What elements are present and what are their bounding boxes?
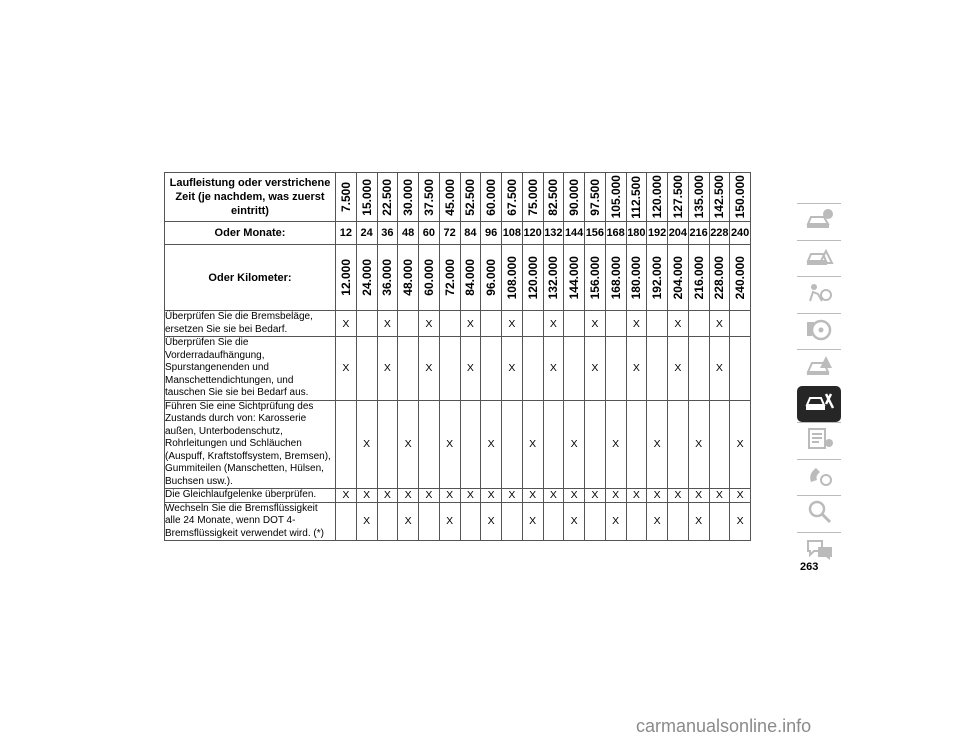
service-mark: X [460, 311, 481, 337]
interval-cell [398, 245, 419, 311]
section-tab[interactable] [797, 203, 841, 240]
interval-value: 37.500 [421, 178, 436, 216]
service-mark: X [356, 400, 377, 489]
interval-value: 60.000 [421, 259, 436, 296]
service-mark: X [543, 337, 564, 401]
multimedia-icon [803, 462, 835, 493]
service-mark: X [730, 489, 751, 503]
interval-cell [419, 245, 440, 311]
interval-cell [605, 245, 626, 311]
service-mark: X [647, 489, 668, 503]
service-mark: X [668, 489, 689, 503]
service-mark [398, 311, 419, 337]
interval-value: 96.000 [484, 259, 499, 296]
service-mark: X [730, 400, 751, 489]
service-mark: X [460, 337, 481, 401]
service-mark: X [647, 400, 668, 489]
interval-cell [564, 245, 585, 311]
service-mark [398, 337, 419, 401]
interval-cell [481, 173, 502, 222]
service-mark: X [585, 337, 606, 401]
service-mark: X [709, 337, 730, 401]
interval-value: 24.000 [359, 259, 374, 296]
interval-value: 15.000 [359, 178, 374, 216]
interval-value: 48 [398, 222, 419, 245]
service-mark: X [439, 400, 460, 489]
table-row [165, 311, 751, 337]
interval-value: 132.000 [546, 255, 561, 300]
interval-value: 48.000 [401, 259, 416, 296]
interval-cell [460, 245, 481, 311]
interval-value: 105.000 [608, 175, 623, 219]
interval-cell [605, 173, 626, 222]
section-tab-bar [797, 203, 841, 568]
table-row [165, 400, 751, 489]
interval-value: 180.000 [629, 255, 644, 300]
interval-cell [668, 245, 689, 311]
task-description: Die Gleichlaufgelenke überprüfen. [165, 489, 336, 503]
service-mark: X [419, 489, 440, 503]
interval-value: 144.000 [567, 255, 582, 300]
service-mark [460, 502, 481, 541]
interval-value: 127.500 [670, 175, 685, 219]
service-mark: X [481, 400, 502, 489]
kilometers-header-row-label: Oder Kilometer: [165, 245, 336, 311]
section-tab[interactable] [797, 276, 841, 313]
service-mark: X [419, 337, 440, 401]
service-mark: X [668, 337, 689, 401]
interval-value: 120.000 [650, 175, 665, 219]
interval-cell [585, 245, 606, 311]
car-service-icon [803, 388, 835, 419]
service-mark [585, 400, 606, 489]
interval-value: 108.000 [504, 255, 519, 300]
interval-value: 204.000 [670, 255, 685, 300]
service-mark [564, 337, 585, 401]
service-mark [522, 337, 543, 401]
interval-value: 36.000 [380, 259, 395, 296]
service-mark [647, 311, 668, 337]
months-header-row-label: Oder Monate: [165, 222, 336, 245]
interval-cell [522, 245, 543, 311]
interval-value: 156.000 [587, 255, 602, 300]
table-row [165, 502, 751, 541]
car-warning-icon [803, 243, 835, 274]
service-mark: X [522, 489, 543, 503]
table-row [165, 489, 751, 503]
service-mark [439, 311, 460, 337]
interval-value: 52.500 [463, 178, 478, 216]
interval-cell [356, 245, 377, 311]
interval-value: 156 [585, 222, 606, 245]
section-tab[interactable] [797, 240, 841, 277]
interval-cell [688, 245, 709, 311]
service-mark: X [543, 311, 564, 337]
service-mark: X [730, 502, 751, 541]
interval-value: 216 [688, 222, 709, 245]
service-mark [605, 311, 626, 337]
service-mark [585, 502, 606, 541]
interval-value: 12.000 [338, 259, 353, 296]
interval-value: 228.000 [712, 255, 727, 300]
service-mark [460, 400, 481, 489]
service-mark: X [336, 311, 357, 337]
service-mark [730, 337, 751, 401]
interval-cell [585, 173, 606, 222]
service-mark [419, 400, 440, 489]
interval-cell [564, 173, 585, 222]
service-mark [356, 337, 377, 401]
service-mark: X [626, 489, 647, 503]
interval-value: 60.000 [484, 178, 499, 216]
section-tab[interactable] [797, 459, 841, 496]
service-mark [543, 400, 564, 489]
interval-value: 97.500 [587, 178, 602, 216]
specifications-icon [803, 425, 835, 456]
service-mark: X [439, 489, 460, 503]
service-mark [336, 400, 357, 489]
interval-value: 168.000 [608, 255, 623, 300]
service-mark [709, 502, 730, 541]
service-mark: X [605, 400, 626, 489]
car-emergency-icon [803, 352, 835, 383]
section-tab[interactable] [797, 386, 841, 423]
service-mark [522, 311, 543, 337]
service-mark: X [522, 400, 543, 489]
interval-cell [626, 245, 647, 311]
interval-value: 90.000 [567, 178, 582, 216]
service-mark: X [377, 489, 398, 503]
service-mark: X [585, 311, 606, 337]
interval-value: 120 [522, 222, 543, 245]
service-mark: X [564, 489, 585, 503]
interval-value: 240.000 [733, 255, 748, 300]
task-description: Überprüfen Sie die Bremsbeläge, ersetzen Sie sie bei Bedarf. [165, 311, 336, 337]
interval-value: 216.000 [691, 255, 706, 300]
service-mark [356, 311, 377, 337]
task-description: Führen Sie eine Sichtprüfung des Zustands durch von: Karosserie außen, Unterbodenschutz, Rohrleitungen und Schläuchen (Auspuff, Kraftstoffsystem, Bremsen), Gummiteilen (Manschetten, Hülsen, Buchsen usw.). [165, 400, 336, 489]
service-mark [502, 400, 523, 489]
service-mark: X [688, 400, 709, 489]
service-mark: X [419, 311, 440, 337]
interval-cell [647, 173, 668, 222]
service-mark: X [668, 311, 689, 337]
interval-value: 108 [502, 222, 523, 245]
interval-value: 132 [543, 222, 564, 245]
service-mark: X [502, 489, 523, 503]
interval-value: 72 [439, 222, 460, 245]
task-description: Überprüfen Sie die Vorderradaufhängung, Spurstangenenden und Manschettendichtungen, und tauschen Sie sie bei Bedarf aus. [165, 337, 336, 401]
maintenance-schedule-table [164, 172, 751, 541]
interval-cell [730, 245, 751, 311]
interval-value: 192.000 [650, 255, 665, 300]
service-mark: X [439, 502, 460, 541]
service-mark [668, 400, 689, 489]
service-mark [481, 337, 502, 401]
service-mark: X [481, 489, 502, 503]
service-mark: X [356, 489, 377, 503]
interval-cell [668, 173, 689, 222]
service-mark [419, 502, 440, 541]
interval-value: 60 [419, 222, 440, 245]
table-row [165, 337, 751, 401]
interval-value: 204 [668, 222, 689, 245]
interval-value: 67.500 [504, 178, 519, 216]
interval-value: 24 [356, 222, 377, 245]
service-mark: X [398, 400, 419, 489]
service-mark: X [585, 489, 606, 503]
magnifier-icon [803, 498, 835, 529]
service-mark [481, 311, 502, 337]
watermark: carmanualsonline.info [636, 716, 812, 736]
interval-cell [481, 245, 502, 311]
section-tab[interactable] [797, 349, 841, 386]
kilometers-header-row [165, 245, 751, 311]
page-number: 263 [800, 561, 819, 573]
service-mark [377, 502, 398, 541]
interval-value: 228 [709, 222, 730, 245]
interval-cell [377, 245, 398, 311]
interval-value: 45.000 [442, 178, 457, 216]
interval-value: 30.000 [401, 178, 416, 216]
steering-wheel-icon [803, 316, 835, 347]
task-description: Wechseln Sie die Bremsflüssigkeit alle 24 Monate, wenn DOT 4-Bremsflüssigkeit verwendet wird. (*) [165, 502, 336, 541]
interval-value: 84 [460, 222, 481, 245]
service-mark: X [398, 502, 419, 541]
interval-value: 168 [605, 222, 626, 245]
service-mark: X [336, 337, 357, 401]
interval-cell [688, 173, 709, 222]
interval-value: 240 [730, 222, 751, 245]
service-mark: X [605, 489, 626, 503]
interval-cell [730, 173, 751, 222]
interval-cell [626, 173, 647, 222]
interval-cell [336, 173, 357, 222]
service-mark [626, 502, 647, 541]
interval-value: 7.500 [338, 181, 353, 213]
mileage-header-row [165, 173, 751, 222]
interval-value: 144 [564, 222, 585, 245]
service-mark: X [522, 502, 543, 541]
service-mark: X [688, 489, 709, 503]
service-mark [688, 337, 709, 401]
service-mark: X [502, 311, 523, 337]
service-mark: X [626, 337, 647, 401]
service-mark [709, 400, 730, 489]
interval-value: 192 [647, 222, 668, 245]
interval-value: 150.000 [733, 175, 748, 219]
mileage-header-row-label: Laufleistung oder verstrichene Zeit (je nachdem, was zuerst eintritt) [165, 173, 336, 222]
service-mark: X [336, 489, 357, 503]
interval-value: 120.000 [525, 255, 540, 300]
interval-value: 82.500 [546, 178, 561, 216]
interval-cell [439, 173, 460, 222]
service-mark: X [398, 489, 419, 503]
section-tab[interactable] [797, 422, 841, 459]
service-mark [502, 502, 523, 541]
interval-value: 72.000 [442, 259, 457, 296]
service-mark: X [543, 489, 564, 503]
interval-value: 142.500 [712, 175, 727, 219]
service-mark [730, 311, 751, 337]
service-mark [543, 502, 564, 541]
service-mark [647, 337, 668, 401]
service-mark [688, 311, 709, 337]
interval-cell [709, 173, 730, 222]
interval-cell [356, 173, 377, 222]
interval-value: 180 [626, 222, 647, 245]
interval-cell [543, 245, 564, 311]
service-mark [564, 311, 585, 337]
service-mark: X [564, 502, 585, 541]
service-mark [668, 502, 689, 541]
service-mark: X [709, 311, 730, 337]
car-safety-icon [803, 279, 835, 310]
section-tab[interactable] [797, 495, 841, 532]
months-header-row [165, 222, 751, 245]
service-mark: X [647, 502, 668, 541]
service-mark: X [502, 337, 523, 401]
interval-value: 112.500 [629, 175, 644, 219]
service-mark: X [605, 502, 626, 541]
service-mark: X [356, 502, 377, 541]
service-mark: X [460, 489, 481, 503]
car-info-icon [803, 206, 835, 237]
service-mark: X [481, 502, 502, 541]
service-mark: X [709, 489, 730, 503]
service-mark [626, 400, 647, 489]
interval-cell [419, 173, 440, 222]
interval-value: 22.500 [380, 178, 395, 216]
interval-cell [460, 173, 481, 222]
interval-cell [398, 173, 419, 222]
interval-cell [709, 245, 730, 311]
interval-cell [377, 173, 398, 222]
interval-value: 96 [481, 222, 502, 245]
interval-value: 36 [377, 222, 398, 245]
service-mark: X [626, 311, 647, 337]
interval-cell [502, 245, 523, 311]
service-mark [605, 337, 626, 401]
service-mark [377, 400, 398, 489]
interval-value: 75.000 [525, 178, 540, 216]
service-mark [439, 337, 460, 401]
service-mark [336, 502, 357, 541]
service-mark: X [688, 502, 709, 541]
interval-value: 135.000 [691, 175, 706, 219]
interval-cell [336, 245, 357, 311]
service-mark: X [564, 400, 585, 489]
section-tab[interactable] [797, 313, 841, 350]
interval-cell [502, 173, 523, 222]
interval-cell [522, 173, 543, 222]
interval-cell [439, 245, 460, 311]
interval-cell [647, 245, 668, 311]
interval-value: 12 [336, 222, 357, 245]
interval-value: 84.000 [463, 259, 478, 296]
interval-cell [543, 173, 564, 222]
service-mark: X [377, 311, 398, 337]
service-mark: X [377, 337, 398, 401]
